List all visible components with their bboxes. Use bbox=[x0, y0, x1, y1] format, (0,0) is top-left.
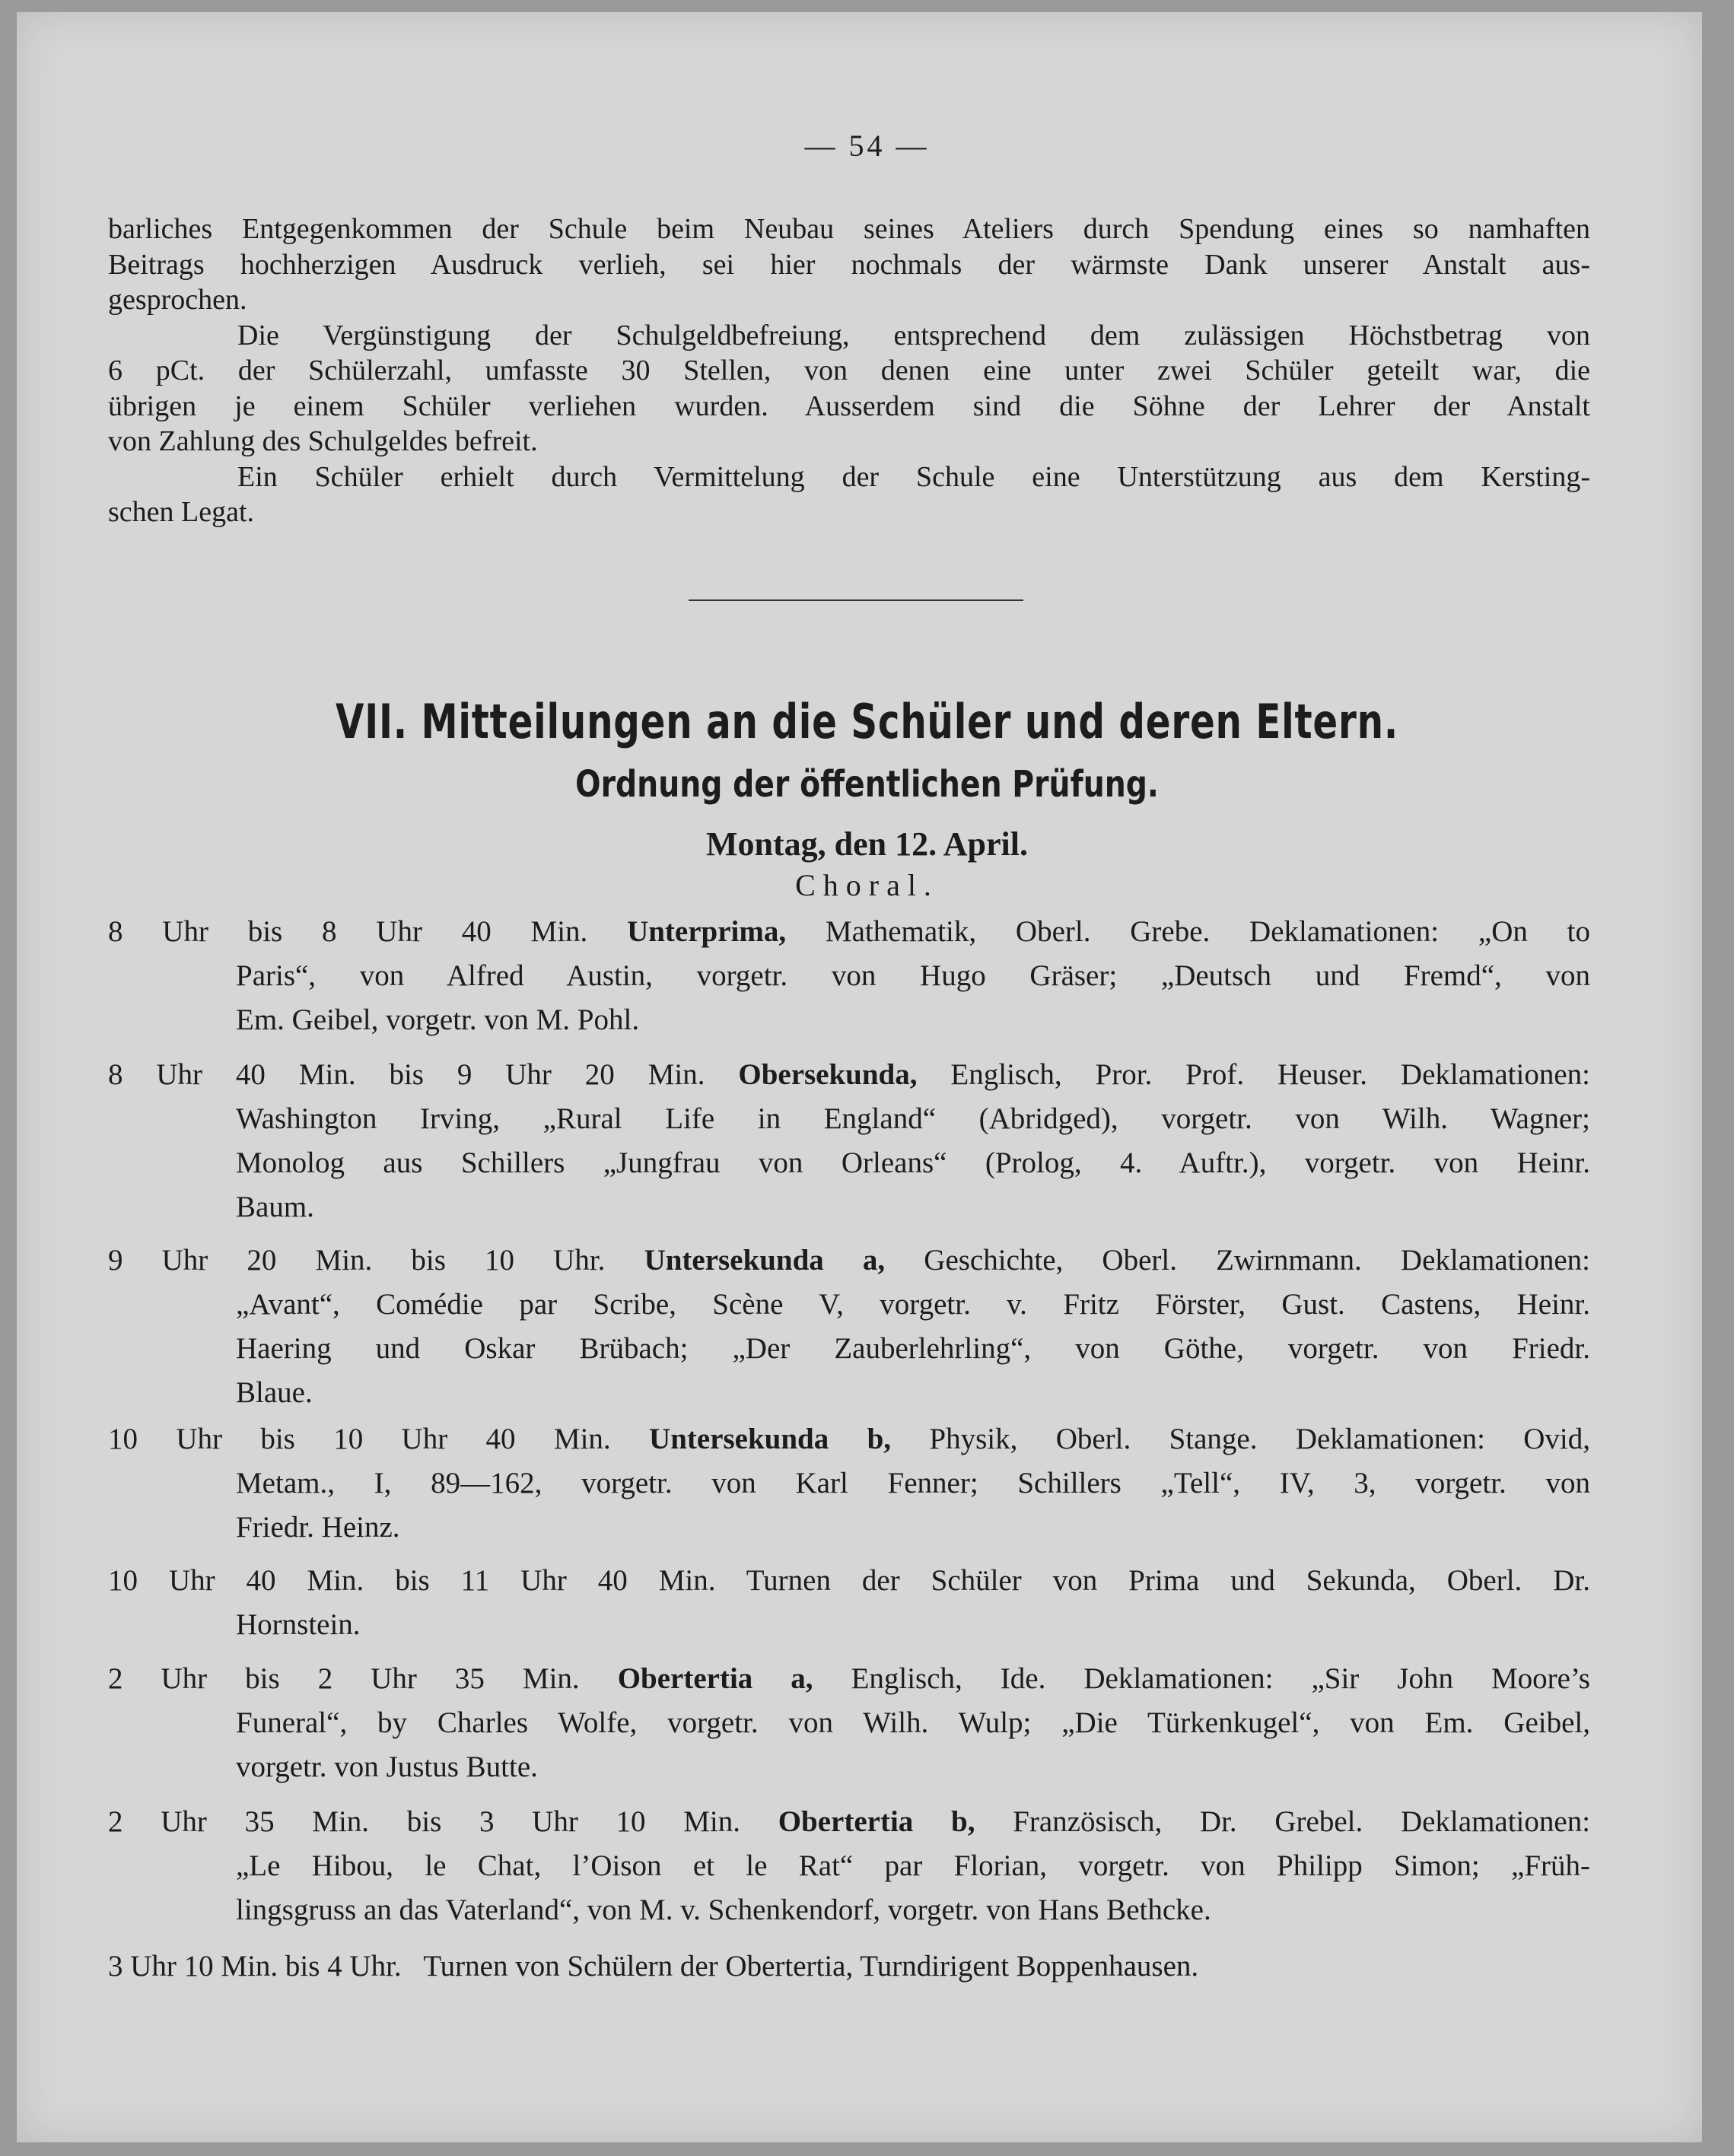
entry-time: 2 Uhr 35 Min. bis 3 Uhr 10 Min. bbox=[108, 1805, 740, 1838]
entry-time: 8 Uhr bis 8 Uhr 40 Min. bbox=[108, 915, 588, 948]
entry-first-line bbox=[108, 910, 1590, 954]
entry-line: Blaue. bbox=[236, 1376, 313, 1409]
entry-text: Mathematik, Oberl. Grebe. Deklamationen: „On to bbox=[825, 915, 1591, 948]
schedule-entry bbox=[108, 1417, 1590, 1550]
intro-line: schen Legat. bbox=[108, 496, 255, 528]
entry-line: Washington Irving, „Rural Life in England“ (Abridged), vorgetr. von Wilh. Wagner; bbox=[236, 1102, 1590, 1135]
entry-line: „Le Hibou, le Chat, l’Oison et le Rat“ par Florian, vorgetr. von Philipp Simon; „Früh- bbox=[236, 1849, 1590, 1882]
schedule-entry bbox=[108, 1800, 1590, 1932]
entry-line: Funeral“, by Charles Wolfe, vorgetr. von Wilh. Wulp; „Die Türkenkugel“, von Em. Geibel, bbox=[236, 1706, 1590, 1739]
entry-text: Englisch, Ide. Deklamationen: „Sir John Moore’s bbox=[851, 1662, 1590, 1695]
entry-line: Baum. bbox=[236, 1191, 314, 1223]
intro-line: Ein Schüler erhielt durch Vermittelung der Schule eine Unterstützung aus dem Kersting- bbox=[237, 460, 1590, 493]
entry-time: 10 Uhr bis 10 Uhr 40 Min. bbox=[108, 1423, 611, 1455]
intro-line: von Zahlung des Schulgeldes befreit. bbox=[108, 425, 538, 457]
entry-line: lingsgruss an das Vaterland“, von M. v. Schenkendorf, vorgetr. von Hans Bethcke. bbox=[236, 1894, 1211, 1926]
intro-line: Die Vergünstigung der Schulgeldbefreiung, entsprechend dem zulässigen Höchstbetrag von bbox=[237, 319, 1590, 351]
entry-first-line bbox=[108, 1945, 1590, 1989]
entry-class: Untersekunda b, bbox=[649, 1423, 892, 1455]
entry-line: Paris“, von Alfred Austin, vorgetr. von Hugo Gräser; „Deutsch und Fremd“, von bbox=[236, 959, 1590, 992]
entry-line: Monolog aus Schillers „Jungfrau von Orleans“ (Prolog, 4. Auftr.), vorgetr. von Heinr. bbox=[236, 1146, 1590, 1179]
entry-class: Untersekunda a, bbox=[644, 1244, 886, 1277]
entry-text: Turnen der Schüler von Prima und Sekunda, Oberl. Dr. bbox=[746, 1564, 1590, 1597]
intro-line: barliches Entgegenkommen der Schule beim Neubau seines Ateliers durch Spendung eines so namhaften bbox=[108, 213, 1590, 245]
entry-line: Haering und Oskar Brübach; „Der Zauberlehrling“, von Göthe, vorgetr. von Friedr. bbox=[236, 1332, 1590, 1365]
schedule-entry bbox=[108, 1053, 1590, 1229]
entry-text: Englisch, Pror. Prof. Heuser. Deklamationen: bbox=[950, 1058, 1591, 1091]
entry-class: Obertertia a, bbox=[617, 1662, 813, 1695]
entry-text: Physik, Oberl. Stange. Deklamationen: Ovid, bbox=[929, 1423, 1591, 1455]
entry-first-line bbox=[108, 1559, 1590, 1603]
entry-first-line bbox=[108, 1657, 1590, 1701]
entry-class: Unterprima, bbox=[627, 915, 787, 948]
intro-line: übrigen je einem Schüler verliehen wurden. Ausserdem sind die Söhne der Lehrer der Anstalt bbox=[108, 390, 1590, 422]
schedule-entry bbox=[108, 910, 1590, 1042]
entry-line: „Avant“, Comédie par Scribe, Scène V, vorgetr. v. Fritz Förster, Gust. Castens, Heinr. bbox=[236, 1288, 1590, 1321]
entry-first-line bbox=[108, 1053, 1590, 1097]
entry-class: Obersekunda, bbox=[738, 1058, 918, 1091]
section-title: VII. Mitteilungen an die Schüler und deren Eltern. bbox=[335, 694, 1399, 749]
schedule-entry bbox=[108, 1657, 1590, 1789]
schedule-entry bbox=[108, 1239, 1590, 1415]
section-subtitle: Ordnung der öffentlichen Prüfung. bbox=[575, 763, 1159, 806]
entry-text: Französisch, Dr. Grebel. Deklamationen: bbox=[1013, 1805, 1591, 1838]
intro-line: gesprochen. bbox=[108, 284, 247, 316]
intro-text bbox=[108, 211, 1590, 530]
entry-first-line bbox=[108, 1239, 1590, 1283]
entry-first-line bbox=[108, 1800, 1590, 1844]
intro-line: Beitrags hochherzigen Ausdruck verlieh, sei hier nochmals der wärmste Dank unserer Anstalt aus- bbox=[108, 248, 1590, 281]
entry-line: Em. Geibel, vorgetr. von M. Pohl. bbox=[236, 1003, 640, 1036]
day-heading: Montag, den 12. April. bbox=[706, 825, 1028, 863]
section-divider bbox=[689, 599, 1023, 601]
page-number: — 54 — bbox=[804, 129, 930, 163]
entry-text: Geschichte, Oberl. Zwirnmann. Deklamationen: bbox=[924, 1244, 1590, 1277]
entry-class: Obertertia b, bbox=[778, 1805, 975, 1838]
entry-first-line bbox=[108, 1417, 1590, 1461]
schedule-entry bbox=[108, 1945, 1590, 1989]
entry-line: Hornstein. bbox=[236, 1608, 361, 1641]
entry-line: Friedr. Heinz. bbox=[236, 1511, 400, 1544]
entry-time: 10 Uhr 40 Min. bis 11 Uhr 40 Min. bbox=[108, 1564, 716, 1597]
choral-heading: Choral. bbox=[795, 868, 939, 902]
entry-time: 9 Uhr 20 Min. bis 10 Uhr. bbox=[108, 1244, 606, 1277]
schedule-entry bbox=[108, 1559, 1590, 1647]
entry-time: 3 Uhr 10 Min. bis 4 Uhr. bbox=[108, 1950, 402, 1983]
entry-time: 8 Uhr 40 Min. bis 9 Uhr 20 Min. bbox=[108, 1058, 705, 1091]
entry-line: vorgetr. von Justus Butte. bbox=[236, 1751, 538, 1783]
entry-time: 2 Uhr bis 2 Uhr 35 Min. bbox=[108, 1662, 580, 1695]
intro-line: 6 pCt. der Schülerzahl, umfasste 30 Stellen, von denen eine unter zwei Schüler geteilt war, die bbox=[108, 355, 1590, 386]
entry-line: Metam., I, 89—162, vorgetr. von Karl Fenner; Schillers „Tell“, IV, 3, vorgetr. von bbox=[236, 1467, 1590, 1499]
entry-text: Turnen von Schülern der Obertertia, Turndirigent Boppenhausen. bbox=[423, 1950, 1199, 1983]
